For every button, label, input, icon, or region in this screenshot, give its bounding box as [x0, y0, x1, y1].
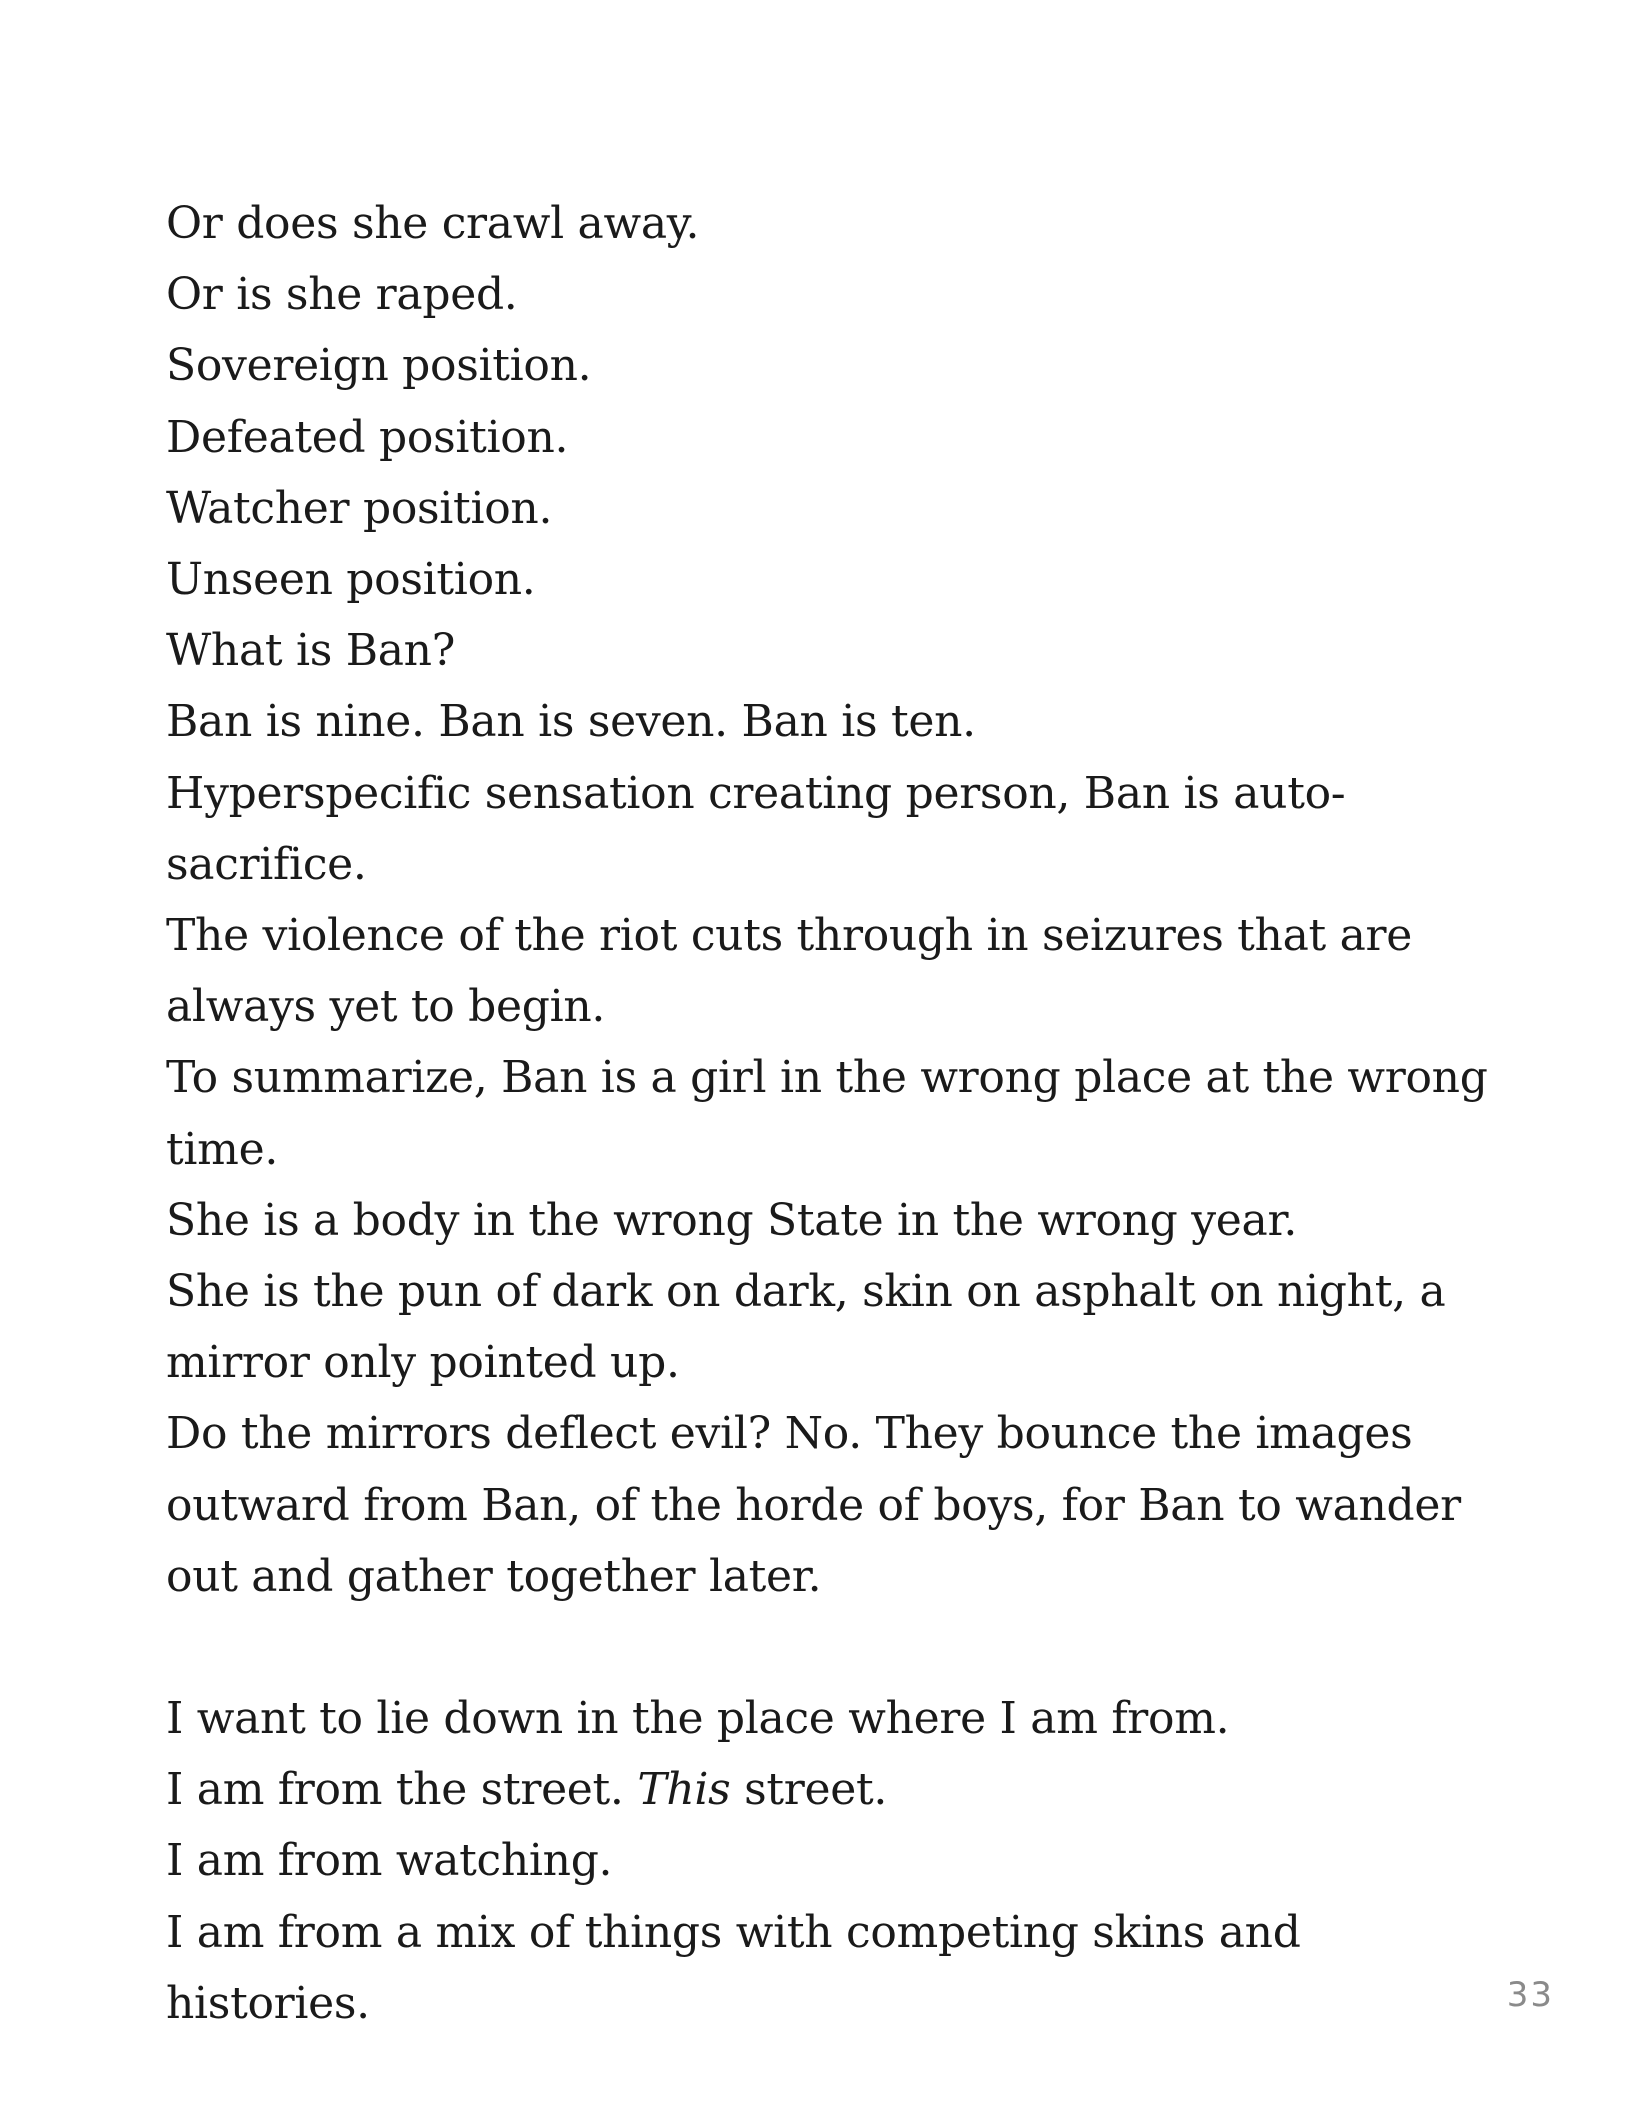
text-segment: street. — [730, 1764, 888, 1816]
text-line: Hyperspecific sensation creating person, Ban is auto-sacrifice. — [166, 767, 1346, 890]
text-line: Do the mirrors deflect evil? No. They bounce the images outward from Ban, of the horde of boys, for Ban to wander out and gather together later. — [166, 1408, 1461, 1602]
text-line: Ban is nine. Ban is seven. Ban is ten. — [166, 696, 976, 748]
text-line: She is the pun of dark on dark, skin on asphalt on night, a mirror only pointed up. — [166, 1266, 1446, 1389]
text-line: Sovereign position. — [166, 340, 592, 392]
text-line: She is a body in the wrong State in the wrong year. — [166, 1194, 1298, 1246]
text-line: Defeated position. — [166, 411, 569, 463]
italic-word: This — [637, 1764, 731, 1816]
body-text — [166, 188, 1496, 2039]
text-line: What is Ban? — [166, 625, 455, 677]
text-line: Or is she raped. — [166, 269, 518, 321]
text-line: I am from watching. — [166, 1835, 613, 1887]
text-line: Unseen position. — [166, 554, 536, 606]
text-line-with-italic — [166, 1754, 1496, 1825]
text-line: I want to lie down in the place where I am from. — [166, 1693, 1230, 1745]
text-line: Or does she crawl away. — [166, 198, 700, 249]
text-line: Watcher position. — [166, 482, 553, 534]
text-line: To summarize, Ban is a girl in the wrong place at the wrong time. — [166, 1052, 1488, 1175]
text-line: I am from a mix of things with competing skins and histories. — [166, 1906, 1301, 2029]
text-segment: I am from the street. — [166, 1764, 638, 1816]
page-number: 33 — [1506, 1975, 1554, 2015]
text-line: The violence of the riot cuts through in seizures that are always yet to begin. — [166, 910, 1412, 1033]
